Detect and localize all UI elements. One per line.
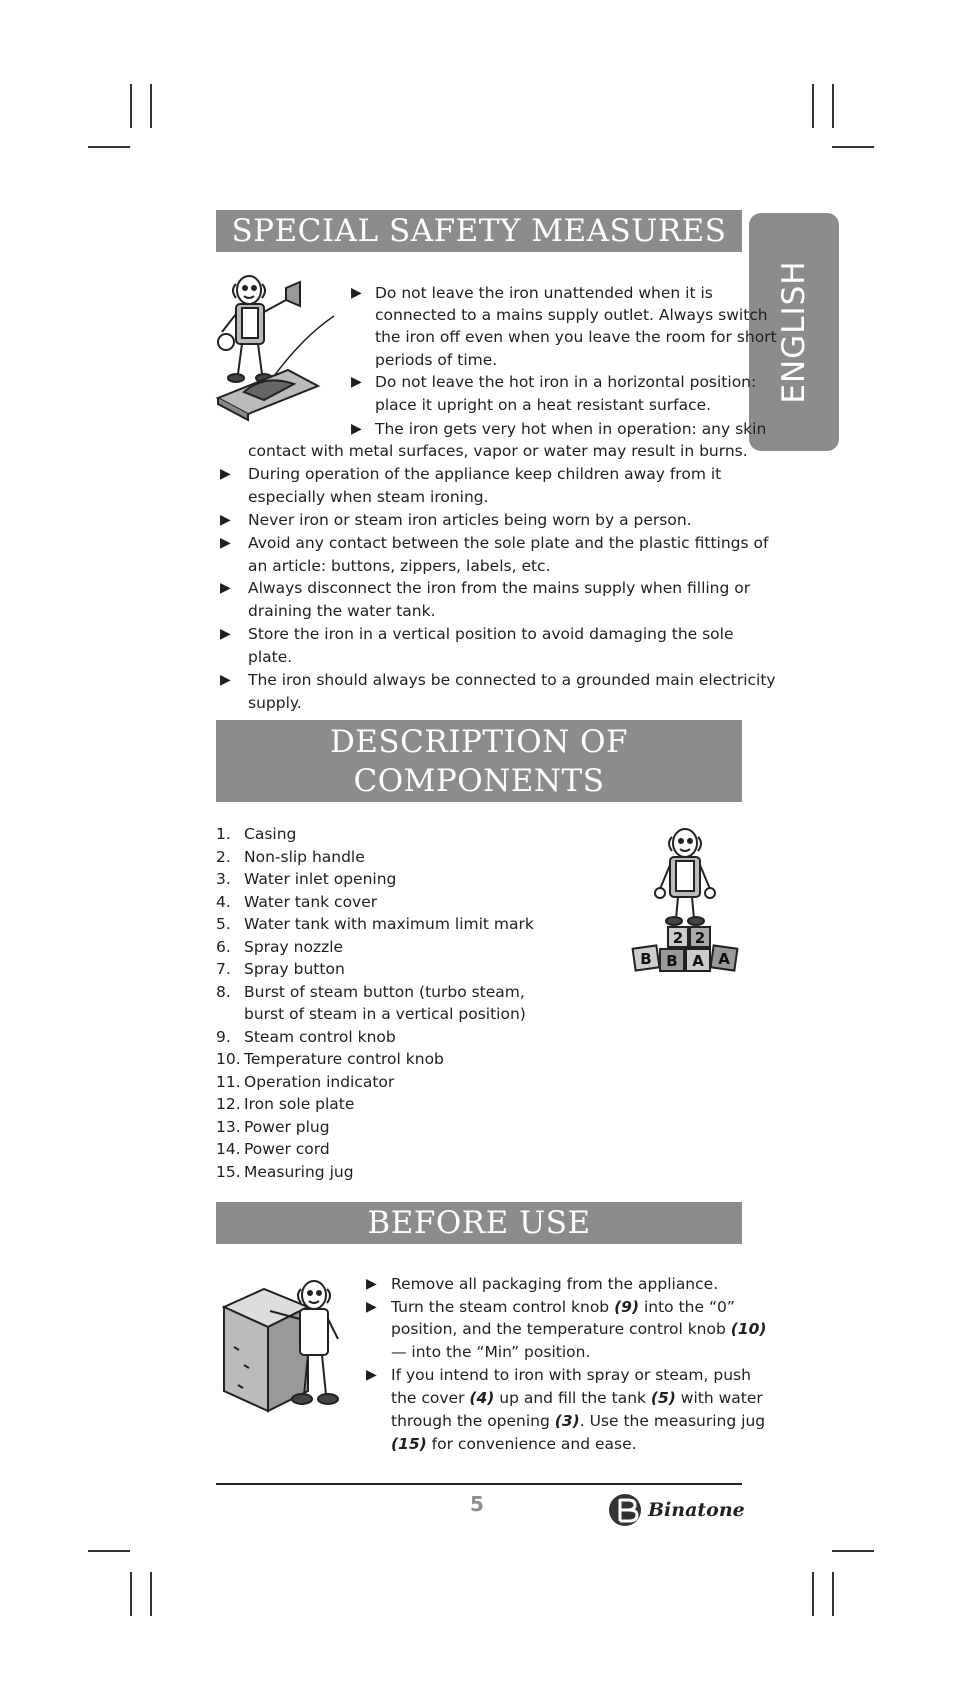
block-letter: A [718,950,730,968]
item-number: 12. [216,1095,241,1113]
item-number: 14. [216,1140,241,1158]
crop-mark [150,84,152,128]
ref-number: (5) [650,1389,676,1407]
before-use-line: If you intend to iron with spray or steam, push [391,1366,751,1384]
item-label: Temperature control knob [244,1050,444,1068]
block-letter: B [666,952,678,970]
ref-number: (4) [469,1389,495,1407]
safety-line: The iron should always be connected to a grounded main electricity [248,671,776,689]
before-use-illustration [218,1275,348,1425]
item-label-continued: burst of steam in a vertical position) [244,1005,526,1023]
safety-line: the iron off even when you leave the room for short [375,328,777,346]
list-item [216,1048,556,1071]
item-label: Iron sole plate [244,1095,355,1113]
crop-mark [832,84,834,128]
brand-name: Binatone [648,1499,745,1521]
item-label: Casing [244,825,297,843]
safety-line: Avoid any contact between the sole plate and the plastic fittings of [248,534,769,552]
item-number: 7. [216,960,231,978]
before-use-line: the cover (4) up and fill the tank (5) with water [391,1389,763,1407]
components-illustration [630,825,745,975]
crop-mark [832,1572,834,1616]
list-item [216,936,556,959]
page-number: 5 [470,1492,484,1516]
item-label: Measuring jug [244,1162,354,1181]
item-number: 5. [216,915,231,933]
crop-mark [150,1572,152,1616]
components-section-title [216,720,742,802]
crop-mark [832,1550,874,1552]
bullet-arrow-icon: ▶ [351,421,362,437]
crop-mark [812,84,814,128]
bullet-arrow-icon: ▶ [220,535,231,551]
list-item [216,891,556,914]
item-label: Burst of steam button (turbo steam, [244,982,525,1001]
item-label: Power cord [244,1140,330,1158]
bullet-arrow-icon: ▶ [366,1299,377,1315]
safety-section-title: SPECIAL SAFETY MEASURES [216,210,742,252]
bullet-arrow-icon: ▶ [351,285,362,301]
list-item [216,868,556,891]
item-number: 13. [216,1117,241,1136]
bullet-arrow-icon: ▶ [366,1367,377,1383]
crop-mark [812,1572,814,1616]
list-item [216,1026,556,1049]
before-use-line: through the opening (3). Use the measuring jug [391,1412,766,1430]
binatone-logo-icon [608,1493,648,1527]
item-number: 2. [216,847,231,866]
bullet-arrow-icon: ▶ [366,1276,377,1292]
brand-logo [608,1493,745,1527]
block-letter: 2 [672,929,684,947]
list-item [216,1116,556,1139]
safety-line: connected to a mains supply outlet. Always switch [375,306,768,324]
before-use-section-title: BEFORE USE [216,1202,742,1244]
safety-line: Never iron or steam iron articles being worn by a person. [248,511,692,529]
safety-illustration [214,270,344,430]
components-title-line1: DESCRIPTION OF [329,724,629,760]
ref-number: (3) [554,1412,580,1430]
safety-line: especially when steam ironing. [248,488,489,506]
safety-line: periods of time. [375,351,498,369]
item-number: 1. [216,825,231,843]
list-item [216,958,556,981]
list-item [216,913,556,936]
safety-line: Store the iron in a vertical position to avoid damaging the sole [248,625,734,643]
item-label: Steam control knob [244,1027,396,1046]
ref-number: (15) [391,1435,427,1453]
list-item [216,846,556,869]
safety-line: place it upright on a heat resistant surface. [375,396,712,414]
language-tab-label: ENGLISH [776,260,812,404]
safety-line: During operation of the appliance keep children away from it [248,465,722,483]
item-label: Water tank with maximum limit mark [244,915,534,933]
block-letter: 2 [694,929,706,947]
item-number: 4. [216,892,231,911]
item-number: 6. [216,937,231,956]
crop-mark [130,1572,132,1616]
crop-mark [88,1550,130,1552]
safety-line: The iron gets very hot when in operation: any skin [375,420,767,438]
list-item [216,1161,556,1184]
item-number: 8. [216,982,231,1001]
safety-line: contact with metal surfaces, vapor or water may result in burns. [248,442,748,460]
safety-line: supply. [248,694,302,712]
safety-line: Do not leave the iron unattended when it is [375,284,713,302]
before-use-line: Remove all packaging from the appliance. [391,1275,719,1293]
item-label: Spray nozzle [244,937,344,956]
item-label: Spray button [244,960,345,978]
list-item [216,1093,556,1116]
item-number: 10. [216,1050,241,1068]
crop-mark [832,146,874,148]
before-use-line: — into the “Min” position. [391,1343,591,1361]
bullet-arrow-icon: ▶ [220,626,231,642]
item-number: 11. [216,1072,241,1091]
ref-number: (9) [614,1298,640,1316]
before-use-line: (15) for convenience and ease. [391,1435,637,1453]
block-letter: A [692,952,704,970]
crop-mark [88,146,130,148]
crop-mark [130,84,132,128]
safety-line: Always disconnect the iron from the mains supply when filling or [248,579,751,597]
item-label: Power plug [244,1117,330,1136]
bullet-arrow-icon: ▶ [220,580,231,596]
item-number: 15. [216,1162,241,1181]
bullet-arrow-icon: ▶ [220,672,231,688]
bullet-arrow-icon: ▶ [220,512,231,528]
components-title-line2: COMPONENTS [353,763,605,799]
safety-line: draining the water tank. [248,602,436,620]
list-item [216,823,556,846]
list-item [216,981,556,1026]
before-use-line: position, and the temperature control knob (10) [391,1320,767,1338]
block-letter: B [640,950,652,968]
bullet-arrow-icon: ▶ [220,466,231,482]
list-item [216,1138,556,1161]
item-label: Operation indicator [244,1072,395,1091]
footer-divider [216,1483,742,1485]
item-label: Water inlet opening [244,870,397,888]
components-list [216,823,556,1183]
item-label: Non-slip handle [244,847,365,866]
item-number: 3. [216,870,231,888]
item-number: 9. [216,1027,231,1046]
list-item [216,1071,556,1094]
ref-number: (10) [730,1320,767,1338]
safety-line: Do not leave the hot iron in a horizontal position: [375,373,757,391]
safety-line: plate. [248,648,293,666]
safety-line: an article: buttons, zippers, labels, etc. [248,557,551,575]
before-use-line: Turn the steam control knob (9) into the “0” [391,1298,735,1316]
item-label: Water tank cover [244,892,378,911]
bullet-arrow-icon: ▶ [351,374,362,390]
